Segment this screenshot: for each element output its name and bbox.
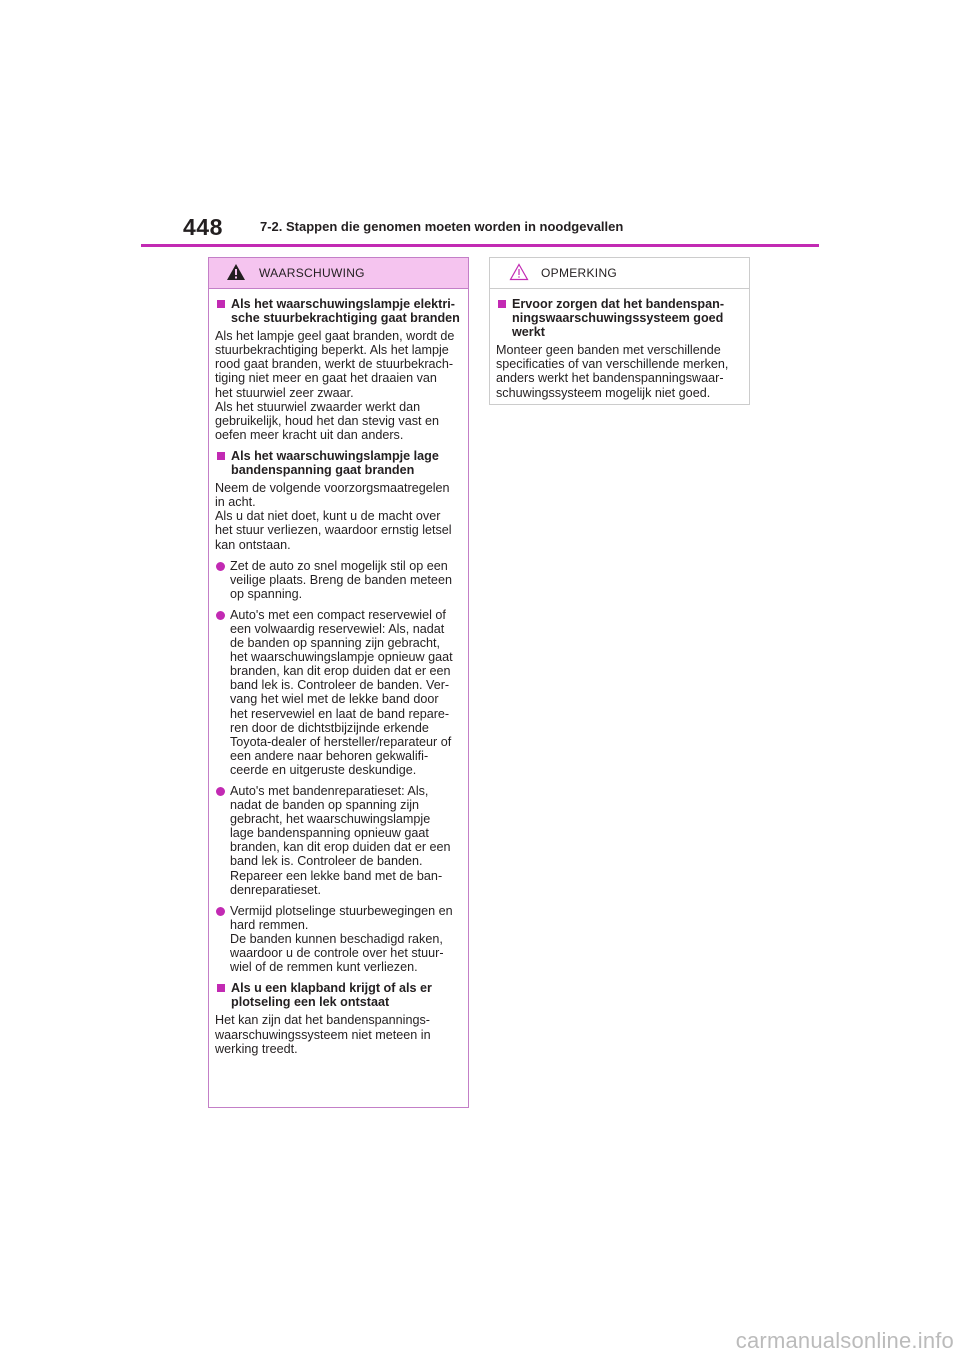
section-square-icon	[498, 300, 506, 308]
notice-body	[490, 289, 749, 400]
bullet-dot-icon	[216, 787, 225, 796]
section-square-icon	[217, 452, 225, 460]
warning-paragraph: Het kan zijn dat het bandenspannings- waarschuwingssysteem niet meteen in werking treedt.	[215, 1013, 431, 1056]
warning-section-heading: Als het waarschuwingslampje elektri- sche stuurbekrachtiging gaat branden	[215, 297, 460, 325]
warning-section-heading: Als het waarschuwingslampje lage bandenspanning gaat branden	[215, 449, 460, 477]
header-rule	[141, 244, 819, 247]
warning-paragraph: Neem de volgende voorzorgsmaatregelen in acht. Als u dat niet doet, kunt u de macht over het stuur verliezen, waardoor ernstig letsel kan ontstaan.	[215, 481, 452, 552]
notice-title: OPMERKING	[541, 266, 618, 280]
warning-header	[209, 258, 468, 289]
notice-section-heading: Ervoor zorgen dat het bandenspan- ningswaarschuwingssysteem goed werkt	[496, 297, 741, 339]
notice-box	[489, 257, 750, 405]
bullet-dot-icon	[216, 611, 225, 620]
section-square-icon	[217, 984, 225, 992]
warning-triangle-icon	[226, 263, 246, 281]
footer-watermark: carmanualsonline.info	[735, 1328, 954, 1353]
warning-bullet: Auto's met bandenreparatieset: Als, nadat de banden op spanning zijn gebracht, het waarschuwingslampje lage bandenspanning opnieuw gaat branden, kan dit erop duiden dat er een band lek is. Controleer de banden. Repareer een lekke band met de ban- denreparatieset.	[215, 784, 460, 897]
warning-bullet: Auto's met een compact reservewiel of een volwaardig reservewiel: Als, nadat de banden op spanning zijn gebracht, het waarschuwingslampje opnieuw gaat branden, kan dit erop duiden dat er een band lek is. Controleer de banden. Ver- vang het wiel met de lekke band door het reservewiel en laat de band repare- ren door de dichtstbijzijnde erkende Toyota-dealer of hersteller/reparateur of een andere naar behoren gekwalifi- ceerde en uitgeruste deskundige.	[215, 608, 460, 777]
chapter-title: 7-2. Stappen die genomen moeten worden in noodgevallen	[260, 219, 624, 234]
warning-box	[208, 257, 469, 1108]
notice-header	[490, 258, 749, 289]
warning-body	[209, 289, 468, 1056]
warning-paragraph: Als het lampje geel gaat branden, wordt de stuurbekrachtiging beperkt. Als het lampje rood gaat branden, werkt de stuurbekrach- tiging niet meer en gaat het draaien van het stuurwiel zeer zwaar. Als het stuurwiel zwaarder werkt dan gebruikelijk, houd het dan stevig vast en oefen meer kracht uit dan anders.	[215, 329, 455, 442]
page-number: 448	[183, 214, 223, 240]
bullet-dot-icon	[216, 907, 225, 916]
section-square-icon	[217, 300, 225, 308]
warning-bullet: Zet de auto zo snel mogelijk stil op een veilige plaats. Breng de banden meteen op spanning.	[215, 559, 460, 601]
bullet-dot-icon	[216, 562, 225, 571]
warning-section-heading: Als u een klapband krijgt of als er plotseling een lek ontstaat	[215, 981, 460, 1009]
notice-paragraph: Monteer geen banden met verschillende specificaties of van verschillende merken, anders werkt het bandenspanningswaar- schuwingssysteem mogelijk niet goed.	[496, 343, 729, 400]
notice-triangle-icon	[509, 263, 529, 281]
warning-title: WAARSCHUWING	[259, 266, 365, 280]
warning-bullet: Vermijd plotselinge stuurbewegingen en hard remmen. De banden kunnen beschadigd raken, waardoor u de controle over het stuur- wiel of de remmen kunt verliezen.	[215, 904, 460, 974]
